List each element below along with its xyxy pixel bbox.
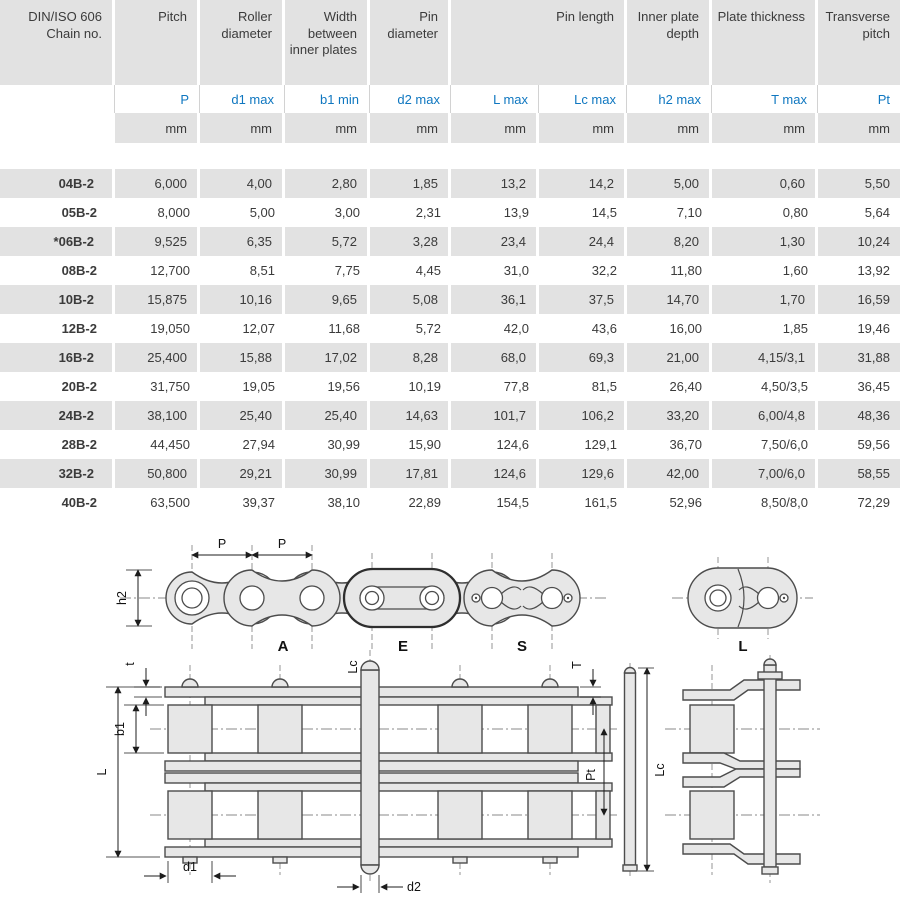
table-row	[0, 430, 900, 459]
value-cell: 10,19	[408, 379, 441, 394]
value-cell: 5,72	[415, 321, 441, 336]
value-cell: 16,59	[818, 285, 900, 314]
value-cell: 25,40	[200, 401, 285, 430]
header-width-between-inner-plates: Width between inner plates	[285, 0, 370, 85]
value-cell: 81,5	[591, 379, 617, 394]
symbol-b1-min: b1 min	[285, 85, 370, 113]
value-cell: 58,55	[818, 459, 900, 488]
dim-label-lc-right: Lc	[653, 763, 667, 777]
value-cell: 17,02	[285, 343, 370, 372]
chain-no-cell: 10B-2	[0, 285, 115, 314]
unit-cell: mm	[818, 113, 900, 143]
value-cell: 36,45	[857, 379, 890, 394]
value-cell: 24,4	[539, 227, 627, 256]
value-cell: 124,6	[496, 437, 529, 452]
value-cell: 10,24	[818, 227, 900, 256]
symbol-T-max: T max	[712, 85, 818, 113]
value-cell: 1,70	[712, 285, 818, 314]
value-cell: 25,400	[115, 343, 200, 372]
value-cell: 101,7	[451, 401, 539, 430]
value-cell: 59,56	[857, 437, 890, 452]
table-body	[0, 169, 900, 517]
unit-cell: mm	[451, 113, 539, 143]
unit-cell: mm	[285, 113, 370, 143]
value-cell: 15,875	[115, 285, 200, 314]
dim-label-T: T	[570, 661, 584, 669]
value-cell: 68,0	[451, 343, 539, 372]
value-cell: 14,63	[370, 401, 451, 430]
symbol-empty	[0, 85, 115, 113]
value-cell: 19,05	[242, 379, 275, 394]
value-cell: 16,00	[669, 321, 702, 336]
dim-label-L: L	[95, 768, 109, 776]
value-cell: 15,90	[408, 437, 441, 452]
value-cell: 129,6	[539, 459, 627, 488]
value-cell: 38,100	[115, 401, 200, 430]
value-cell: 32,2	[591, 263, 617, 278]
value-cell: 9,65	[285, 285, 370, 314]
value-cell: 4,45	[415, 263, 441, 278]
value-cell: 19,050	[150, 321, 190, 336]
value-cell: 29,21	[200, 459, 285, 488]
dim-label-h2: h2	[115, 591, 129, 605]
section-label-L: L	[738, 638, 748, 655]
unit-cell: mm	[627, 113, 712, 143]
value-cell: 7,00/6,0	[712, 459, 818, 488]
value-cell: 14,5	[591, 205, 617, 220]
symbol-P: P	[115, 85, 200, 113]
table-row	[0, 488, 900, 517]
value-cell: 30,99	[327, 437, 360, 452]
offset-link-view	[665, 655, 820, 883]
value-cell: 154,5	[496, 495, 529, 510]
dim-label-d2: d2	[407, 880, 421, 894]
chain-no-cell: 40B-2	[61, 495, 97, 510]
value-cell: 124,6	[451, 459, 539, 488]
value-cell: 31,88	[818, 343, 900, 372]
value-cell: 0,80	[782, 205, 808, 220]
table-row	[0, 169, 900, 198]
value-cell: 8,20	[627, 227, 712, 256]
value-cell: 13,92	[857, 263, 890, 278]
value-cell: 1,85	[782, 321, 808, 336]
value-cell: 12,07	[242, 321, 275, 336]
symbol-d1-max: d1 max	[200, 85, 285, 113]
value-cell: 8,50/8,0	[761, 495, 808, 510]
value-cell: 11,68	[328, 321, 360, 336]
value-cell: 48,36	[818, 401, 900, 430]
header-pitch: Pitch	[115, 0, 200, 85]
chain-no-cell: 24B-2	[0, 401, 115, 430]
unit-cell: mm	[115, 113, 200, 143]
value-cell: 44,450	[150, 437, 190, 452]
value-cell: 3,28	[370, 227, 451, 256]
table-row	[0, 227, 900, 256]
value-cell: 5,64	[864, 205, 890, 220]
value-cell: 42,00	[627, 459, 712, 488]
connecting-link-view	[672, 557, 813, 655]
table-row	[0, 256, 900, 285]
value-cell: 50,800	[115, 459, 200, 488]
section-label-S: S	[516, 638, 528, 655]
value-cell: 5,50	[818, 169, 900, 198]
symbol-Lc-max: Lc max	[539, 85, 627, 113]
symbol-L-max: L max	[451, 85, 539, 113]
value-cell: 5,00	[249, 205, 275, 220]
chain-no-cell: 04B-2	[0, 169, 115, 198]
header-chain-no	[0, 0, 115, 85]
value-cell: 19,56	[327, 379, 360, 394]
units-row	[0, 113, 900, 143]
table-row	[0, 343, 900, 372]
value-cell: 21,00	[627, 343, 712, 372]
chain-assembly-view	[95, 650, 667, 894]
value-cell: 77,8	[503, 379, 529, 394]
value-cell: 26,40	[669, 379, 702, 394]
header-chain-no-label: Chain no.	[46, 25, 102, 41]
value-cell: 63,500	[150, 495, 190, 510]
value-cell: 6,00/4,8	[712, 401, 818, 430]
value-cell: 2,80	[285, 169, 370, 198]
value-cell: 17,81	[370, 459, 451, 488]
value-cell: 6,35	[200, 227, 285, 256]
value-cell: 12,700	[150, 263, 190, 278]
value-cell: 7,75	[334, 263, 360, 278]
value-cell: 161,5	[584, 495, 617, 510]
chain-technical-drawings	[0, 515, 900, 900]
value-cell: 7,10	[676, 205, 702, 220]
section-label-E: E	[397, 638, 409, 655]
chain-no-cell: 20B-2	[61, 379, 97, 394]
chain-no-cell: *06B-2	[0, 227, 115, 256]
dim-label-p1: P	[217, 537, 227, 551]
table-row	[0, 198, 900, 227]
header-roller-diameter: Roller diameter	[200, 0, 285, 85]
unit-cell: mm	[539, 113, 627, 143]
value-cell: 1,30	[712, 227, 818, 256]
unit-cell: mm	[712, 113, 818, 143]
value-cell: 33,20	[627, 401, 712, 430]
table-row	[0, 401, 900, 430]
dim-label-t: t	[123, 662, 137, 666]
symbol-Pt: Pt	[877, 91, 890, 107]
header-inner-plate-depth: Inner plate depth	[627, 0, 712, 85]
value-cell: 42,0	[503, 321, 529, 336]
value-cell: 4,50/3,5	[761, 379, 808, 394]
value-cell: 11,80	[670, 263, 702, 278]
dim-label-lc-top: Lc	[346, 660, 360, 674]
value-cell: 1,85	[370, 169, 451, 198]
value-cell: 5,08	[370, 285, 451, 314]
value-cell: 43,6	[591, 321, 617, 336]
value-cell: 0,60	[712, 169, 818, 198]
symbol-h2-max: h2 max	[627, 85, 712, 113]
chain-side-view	[115, 537, 608, 655]
value-cell: 37,5	[539, 285, 627, 314]
value-cell: 5,00	[627, 169, 712, 198]
value-cell: 8,51	[249, 263, 275, 278]
value-cell: 4,15/3,1	[712, 343, 818, 372]
symbol-row	[0, 85, 900, 113]
table-row	[0, 372, 900, 401]
value-cell: 38,10	[327, 495, 360, 510]
chain-no-cell: 05B-2	[61, 205, 97, 220]
dim-label-pt: Pt	[584, 769, 598, 781]
value-cell: 2,31	[415, 205, 441, 220]
unit-cell: mm	[200, 113, 285, 143]
value-cell: 19,46	[857, 321, 890, 336]
value-cell: 129,1	[584, 437, 617, 452]
unit-cell: mm	[370, 113, 451, 143]
chain-no-cell: 16B-2	[0, 343, 115, 372]
value-cell: 1,60	[782, 263, 808, 278]
table-header-row	[0, 0, 900, 85]
value-cell: 69,3	[539, 343, 627, 372]
unit-empty	[0, 113, 115, 143]
value-cell: 10,16	[200, 285, 285, 314]
value-cell: 5,72	[285, 227, 370, 256]
value-cell: 25,40	[285, 401, 370, 430]
value-cell: 14,70	[627, 285, 712, 314]
value-cell: 30,99	[285, 459, 370, 488]
value-cell: 8,28	[370, 343, 451, 372]
value-cell: 36,1	[451, 285, 539, 314]
value-cell: 15,88	[200, 343, 285, 372]
dim-label-p2: P	[277, 537, 287, 551]
header-transverse-pitch: Transverse pitch	[818, 0, 900, 85]
table-row	[0, 285, 900, 314]
chain-no-cell: 28B-2	[61, 437, 97, 452]
value-cell: 31,750	[150, 379, 190, 394]
value-cell: 13,2	[451, 169, 539, 198]
chain-no-cell: 32B-2	[0, 459, 115, 488]
value-cell: 106,2	[539, 401, 627, 430]
table-row	[0, 459, 900, 488]
value-cell: 31,0	[503, 263, 529, 278]
value-cell: 8,000	[157, 205, 190, 220]
header-standard: DIN/ISO 606	[28, 9, 102, 24]
value-cell: 36,70	[669, 437, 702, 452]
table-row	[0, 314, 900, 343]
chain-no-cell: 12B-2	[61, 321, 97, 336]
chain-no-cell: 08B-2	[61, 263, 97, 278]
value-cell: 27,94	[242, 437, 275, 452]
value-cell: 7,50/6,0	[761, 437, 808, 452]
header-plate-thickness: Plate thickness	[712, 0, 818, 85]
value-cell: 23,4	[451, 227, 539, 256]
value-cell: 6,000	[115, 169, 200, 198]
value-cell: 14,2	[539, 169, 627, 198]
symbol-d2-max: d2 max	[370, 85, 451, 113]
value-cell: 72,29	[857, 495, 890, 510]
value-cell: 3,00	[334, 205, 360, 220]
table-spacer	[0, 143, 900, 169]
dim-label-b1: b1	[113, 722, 127, 736]
value-cell: 39,37	[242, 495, 275, 510]
header-pin-length: Pin length	[451, 0, 627, 85]
dim-label-d1: d1	[183, 860, 197, 874]
value-cell: 4,00	[200, 169, 285, 198]
section-label-A: A	[277, 638, 289, 655]
header-pin-diameter: Pin diameter	[370, 0, 451, 85]
value-cell: 22,89	[408, 495, 441, 510]
value-cell: 13,9	[503, 205, 529, 220]
value-cell: 52,96	[669, 495, 702, 510]
value-cell: 9,525	[115, 227, 200, 256]
